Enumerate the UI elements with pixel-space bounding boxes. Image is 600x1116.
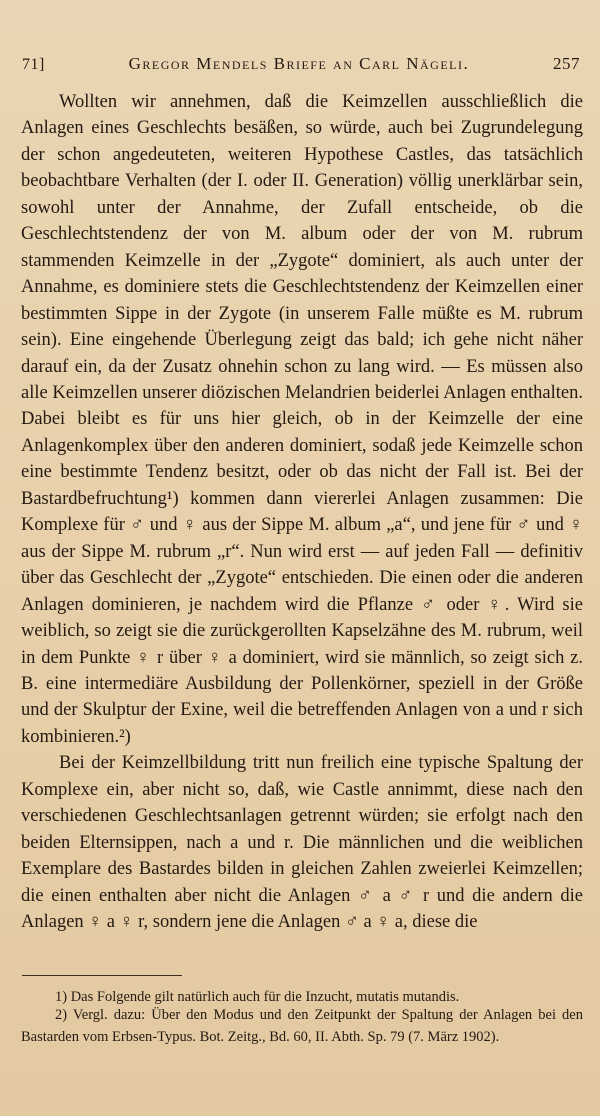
footnote-text: 1) Das Folgende gilt natürlich auch für die Inzucht, mutatis mutandis. (55, 989, 460, 1005)
footnote-text: 2) Vergl. dazu: Über den Modus und den Zeitpunkt der Spaltung der Anlagen bei den Bastarden vom Erbsen-Typus. Bot. Zeitg., Bd. 60, II. Abth. Sp. 79 (7. März 1902). (21, 1007, 583, 1045)
page-number: 257 (553, 54, 580, 73)
main-text (21, 89, 583, 936)
footnote-2 (21, 1004, 583, 1048)
paragraph: Wollten wir annehmen, daß die Keimzellen ausschließlich die Anlagen eines Geschlechts besäßen, so würde, auch bei Zugrundelegung der schon angedeuteten, weiteren Hypothese Castles, das tatsächlich beobachtbare Verhalten (der I. oder II. Generation) völlig unerklärbar sein, sowohl unter der Annahme, der Zufall entscheide, ob die Geschlechtstendenz der von M. album oder der von M. rubrum stammenden Keimzelle in der „Zygote“ dominiert, als auch unter der Annahme, es dominiere stets die Geschlechtstendenz der Keimzellen einer bestimmten Sippe in der Zygote (in unserem Falle müßte es M. rubrum sein). Eine eingehende Überlegung zeigt das bald; ich gehe nicht näher darauf ein, da der Zusatz ohnehin schon zu lang wird. — Es müssen also alle Keimzellen unserer diözischen Melandrien beiderlei Anlagen enthalten. Dabei bleibt es für uns hier gleich, ob in der Keimzelle der eine Anlagenkomplex über den anderen dominiert, sodaß jede Keimzelle schon eine bestimmte Tendenz besitzt, oder ob das nicht der Fall ist. Bei der Bastardbefruchtung¹) kommen dann viererlei Anlagen zusammen: Die Komplexe für ♂ und ♀ aus der Sippe M. album „a“, und jene für ♂ und ♀ aus der Sippe M. rubrum „r“. Nun wird erst — auf jeden Fall — definitiv über das Geschlecht der „Zygote“ entschieden. Die einen oder die anderen Anlagen dominieren, je nachdem wird die Pflanze ♂ oder ♀. Wird sie weiblich, so zeigt sie die zurückgerollten Kapselzähne des M. rubrum, weil in dem Punkte ♀ r über ♀ a dominiert, wird sie männlich, so zeigt sich z. B. eine intermediäre Ausbildung der Pollenkörner, speziell in der Größe und der Skulptur der Exine, weil die betreffenden Anlagen von a und r sich kombinieren.²) (21, 92, 583, 747)
paragraph: Bei der Keimzellbildung tritt nun freilich eine typische Spaltung der Komplexe ein, aber nicht so, daß, wie Castle annimmt, diese nach den verschiedenen Geschlechtsanlagen getrennt würden; sie erfolgt nach den beiden Elternsippen, nach a und r. Die männlichen und die weiblichen Exemplare des Bastardes bilden in gleichen Zahlen zweierlei Keimzellen; die einen enthalten aber nicht die Anlagen ♂ a ♂ r und die andern die Anlagen ♀ a ♀ r, sondern jene die Anlagen ♂ a ♀ a, diese die (21, 753, 583, 933)
footnote-divider (22, 975, 182, 976)
running-title: Gregor Mendels Briefe an Carl Nägeli. (128, 54, 470, 73)
chapter-number: 71] (22, 56, 45, 73)
running-header (22, 54, 580, 74)
